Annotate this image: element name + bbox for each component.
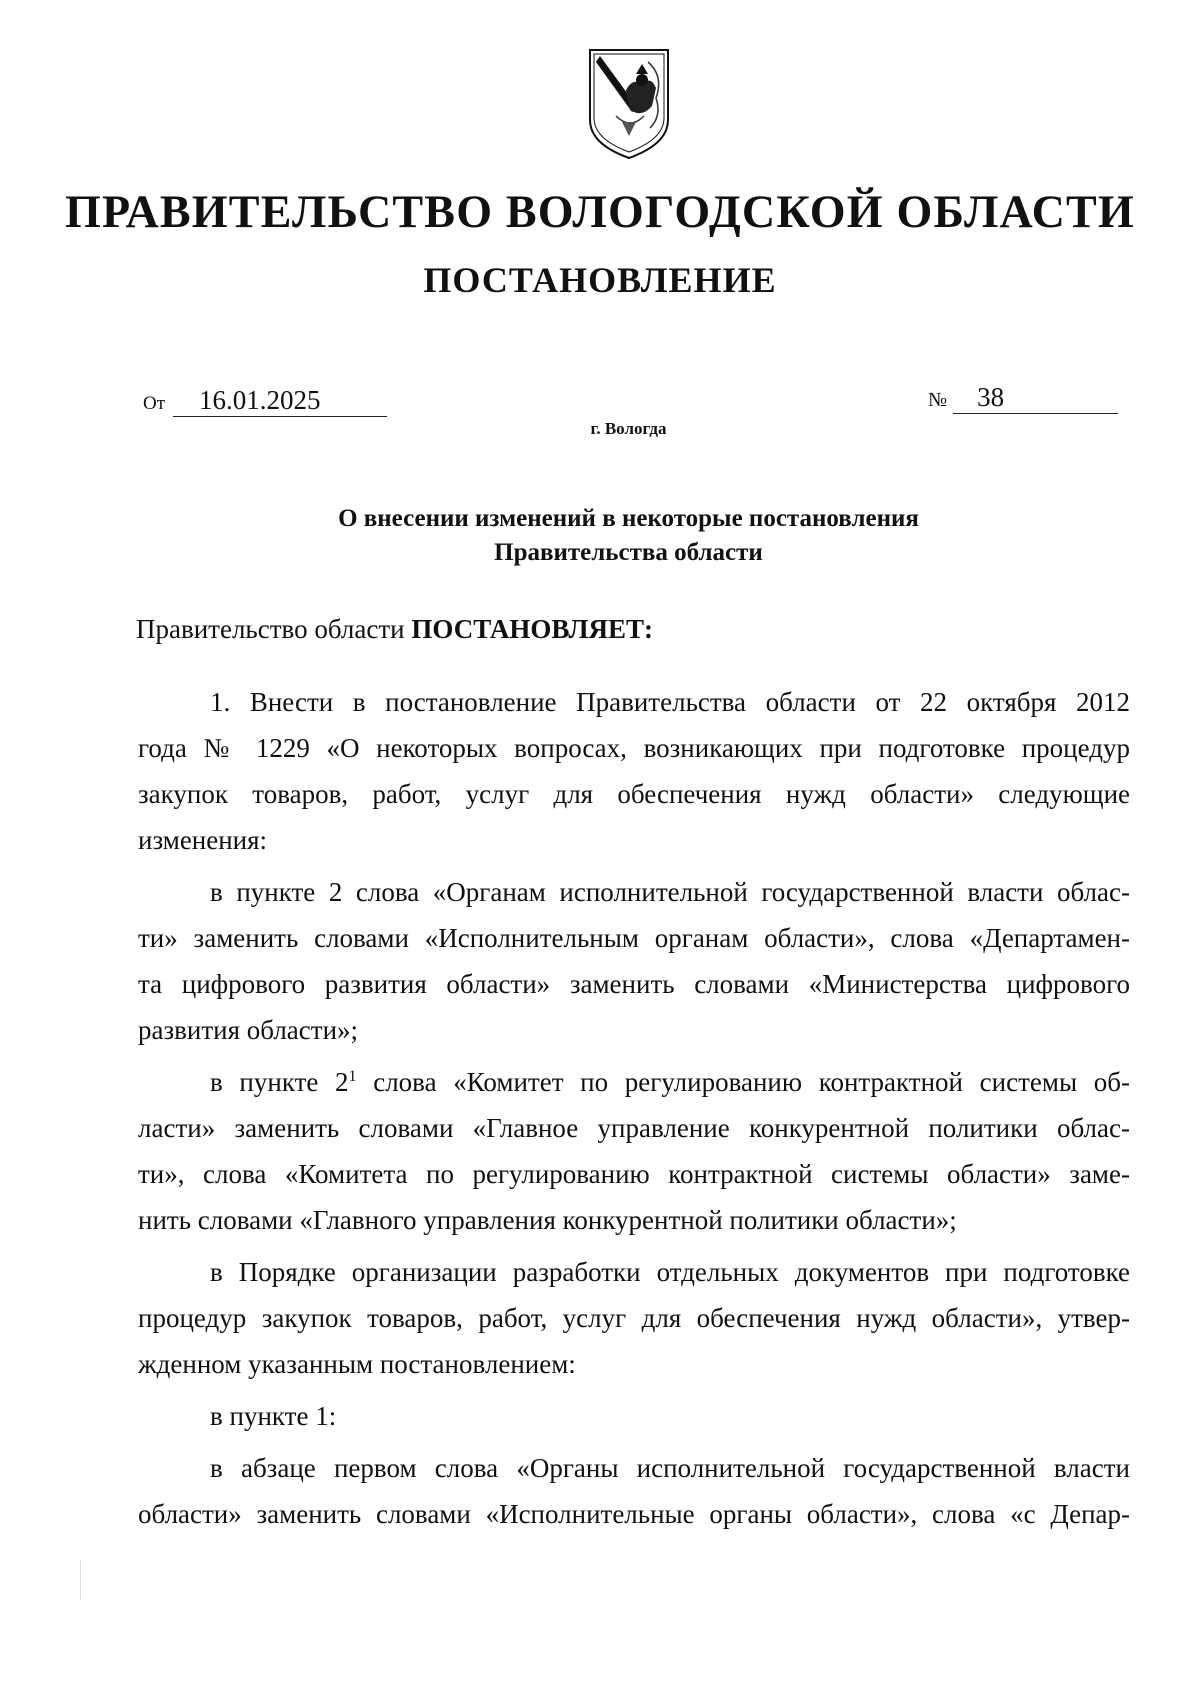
body-line: ти», слова «Комитета по регулированию контрактной системы области» заме- (138, 1159, 1130, 1189)
body-line: ти» заменить словами «Исполнительным органам области», слова «Департамен- (138, 923, 1130, 953)
body-line: развития области»; (138, 1015, 359, 1045)
body-line: в Порядке организации разработки отдельных документов при подготовке (210, 1257, 1130, 1287)
body-line: изменения: (138, 825, 268, 855)
document-date (143, 384, 387, 419)
organization-title: ПРАВИТЕЛЬСТВО ВОЛОГОДСКОЙ ОБЛАСТИ (65, 186, 1135, 238)
date-label: От (143, 393, 166, 414)
document-title-line-1: О внесении изменений в некоторые постановления (338, 505, 919, 532)
document-number (928, 381, 1118, 415)
document-type: ПОСТАНОВЛЕНИЕ (423, 260, 777, 300)
body-line: в абзаце первом слова «Органы исполнительной государственной власти (210, 1453, 1130, 1483)
body-line-with-superscript (210, 1064, 1130, 1100)
city-name: г. Вологда (590, 419, 667, 438)
coat-of-arms-icon (586, 46, 672, 162)
scan-margin-mark (80, 1560, 81, 1600)
body-line: области» заменить словами «Исполнительные органы области», слова «с Депар- (138, 1499, 1130, 1529)
preamble (136, 611, 653, 647)
preamble-emphasis: ПОСТАНОВЛЯЕТ: (411, 614, 653, 644)
superscript-index: 1 (348, 1068, 357, 1085)
body-line: года № 1229 «О некоторых вопросах, возникающих при подготовке процедур (138, 733, 1130, 763)
body-line: в пункте 2 слова «Органам исполнительной государственной власти облас- (210, 877, 1130, 907)
number-label: № (928, 389, 948, 411)
document-title (0, 502, 1200, 570)
body-line: ласти» заменить словами «Главное управление конкурентной политики облас- (138, 1113, 1130, 1143)
body-line: закупок товаров, работ, услуг для обеспечения нужд области» следующие (138, 779, 1130, 809)
date-value: 16.01.2025 (173, 384, 387, 417)
body-line: жденном указанным постановлением: (138, 1349, 576, 1379)
body-line: та цифрового развития области» заменить словами «Министерства цифрового (138, 969, 1130, 999)
body-line: нить словами «Главного управления конкурентной политики области»; (138, 1205, 957, 1235)
number-value: 38 (953, 381, 1118, 414)
body-line: процедур закупок товаров, работ, услуг для обеспечения нужд области», утвер- (138, 1303, 1130, 1333)
body-line: 1. Внести в постановление Правительства области от 22 октября 2012 (210, 687, 1130, 717)
body-line-part: слова «Комитет по регулированию контрактной системы об- (356, 1067, 1130, 1097)
body-line-part: в пункте 2 (210, 1067, 349, 1097)
document-title-line-2: Правительства области (494, 539, 763, 566)
preamble-text: Правительство области (136, 614, 412, 644)
body-line: в пункте 1: (210, 1401, 337, 1431)
